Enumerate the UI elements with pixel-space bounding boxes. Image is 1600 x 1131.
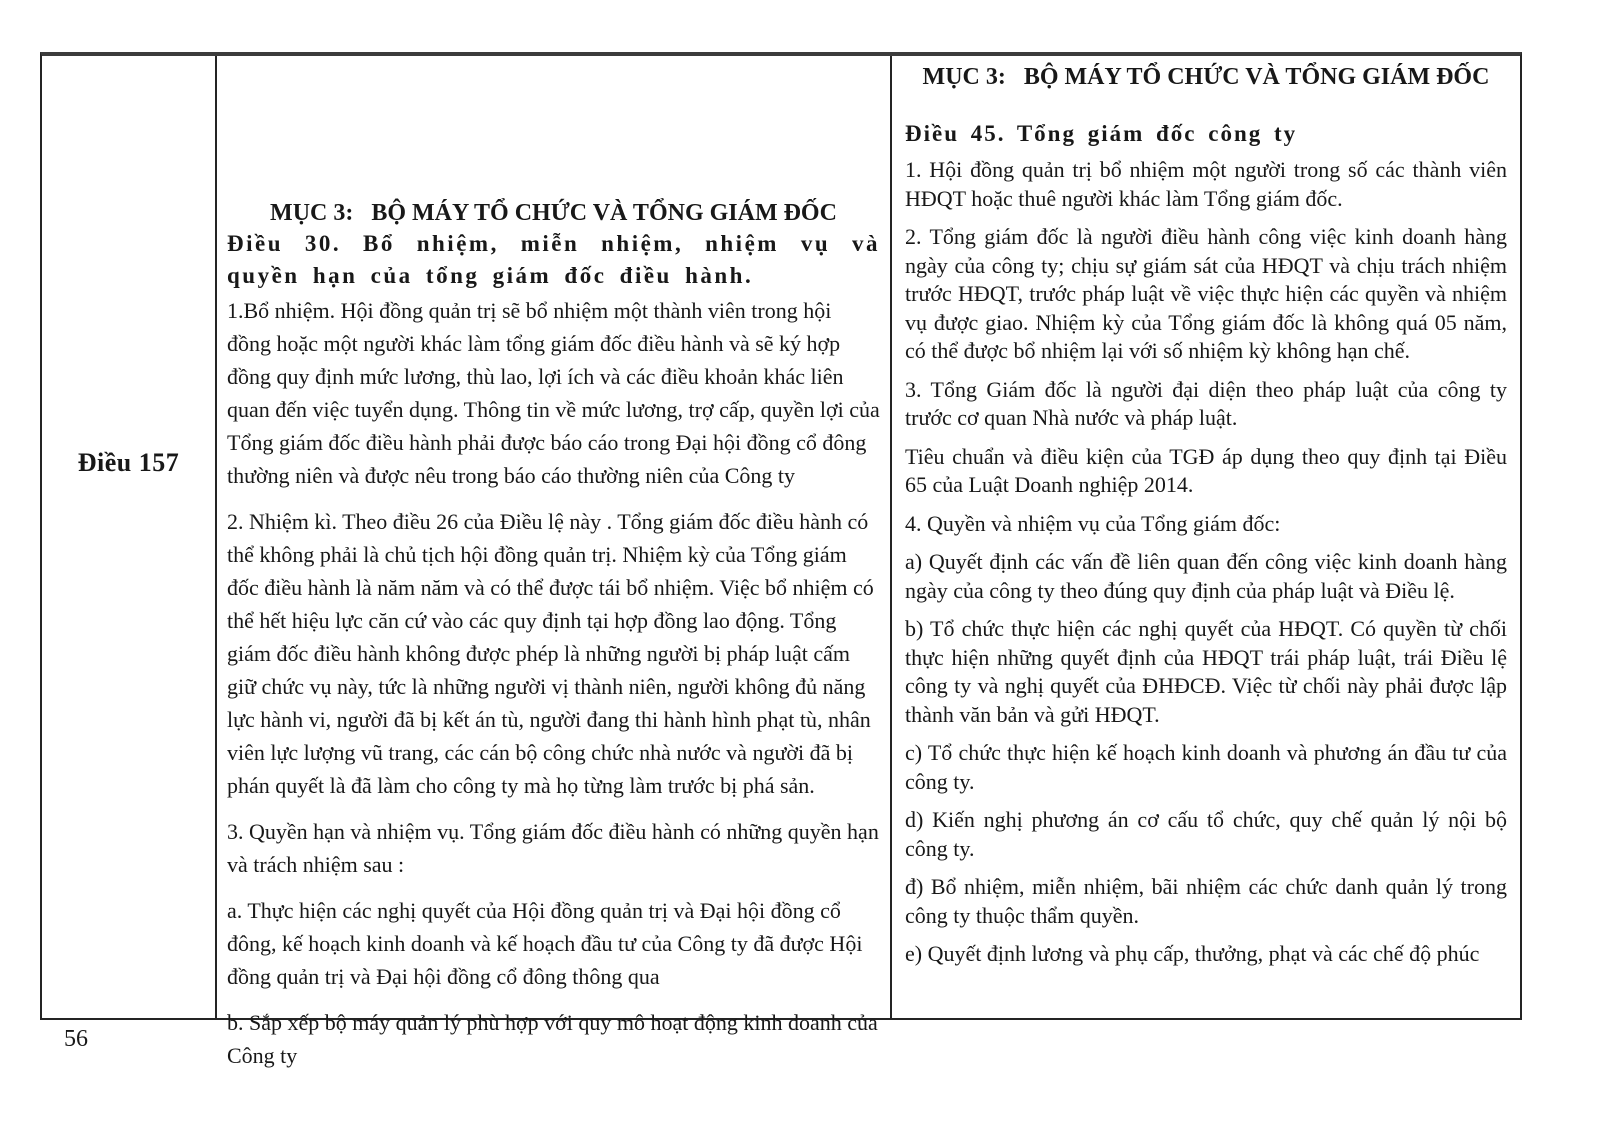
right-paragraph: đ) Bổ nhiệm, miễn nhiệm, bãi nhiệm các chức danh quản lý trong công ty thuộc thẩm quyền. xyxy=(905,874,1507,928)
middle-paragraph: 2. Nhiệm kì. Theo điều 26 của Điều lệ này . Tổng giám đốc điều hành có thể không phải là chủ tịch hội đồng quản trị. Nhiệm kỳ của Tổng giám đốc điều hành là năm năm và có thể được tái bổ nhiệm. Việc bổ nhiệm có thể hết hiệu lực căn cứ vào các quy định tại hợp đồng lao động. Tổng giám đốc điều hành không được phép là những người bị pháp luật cấm giữ chức vụ này, tức là những người vị thành niên, người không đủ năng lực hành vi, người đã bị kết án tù, người đang thi hành hình phạt tù, nhân viên lực lượng vũ trang, các cán bộ công chức nhà nước và người đã bị phán quyết là đã làm cho công ty mà họ từng làm trước bị phá sản. xyxy=(227,509,874,798)
article-reference: Điều 157 xyxy=(77,448,180,477)
middle-paragraph: a. Thực hiện các nghị quyết của Hội đồng quản trị và Đại hội đồng cổ đông, kế hoạch kinh doanh và kế hoạch đầu tư của Công ty đã được Hội đồng quản trị và Đại hội đồng cổ đông thông qua xyxy=(227,898,863,989)
right-paragraph: e) Quyết định lương và phụ cấp, thưởng, phạt và các chế độ phúc xyxy=(905,941,1480,966)
middle-paragraph: 3. Quyền hạn và nhiệm vụ. Tổng giám đốc điều hành có những quyền hạn và trách nhiệm sau : xyxy=(227,819,879,877)
middle-paragraph: b. Sắp xếp bộ máy quản lý phù hợp với quy mô hoạt động kinh doanh của Công ty xyxy=(227,1010,878,1068)
page-number: 56 xyxy=(64,1026,88,1052)
middle-content-cell xyxy=(217,56,892,1068)
section-heading-right: MỤC 3: BỘ MÁY TỔ CHỨC VÀ TỔNG GIÁM ĐỐC xyxy=(922,64,1490,90)
right-paragraph: 2. Tổng giám đốc là người điều hành công việc kinh doanh hàng ngày của công ty; chịu sự giám sát của HĐQT và chịu trách nhiệm trước HĐQT, trước pháp luật về việc thực hiện các quyền và nhiệm vụ được giao. Nhiệm kỳ của Tổng giám đốc là không quá 05 năm, có thể được bổ nhiệm lại với số nhiệm kỳ không hạn chế. xyxy=(905,224,1507,363)
right-paragraph: 4. Quyền và nhiệm vụ của Tổng giám đốc: xyxy=(905,510,1281,536)
right-paragraph: 1. Hội đồng quản trị bổ nhiệm một người trong số các thành viên HĐQT hoặc thuê người khác làm Tổng giám đốc. xyxy=(905,157,1507,211)
right-paragraph: d) Kiến nghị phương án cơ cấu tổ chức, quy chế quản lý nội bộ công ty. xyxy=(905,807,1507,861)
right-paragraph: c) Tổ chức thực hiện kế hoạch kinh doanh và phương án đầu tư của công ty. xyxy=(905,740,1507,794)
right-content-cell xyxy=(892,56,1520,1018)
left-article-cell xyxy=(42,56,217,1018)
right-paragraph: b) Tổ chức thực hiện các nghị quyết của HĐQT. Có quyền từ chối thực hiện những quyết định của HĐQT trái pháp luật, trái Điều lệ công ty và nghị quyết của ĐHĐCĐ. Việc từ chối này phải được lập thành văn bản và gửi HĐQT. xyxy=(905,616,1507,727)
right-paragraph: Tiêu chuẩn và điều kiện của TGĐ áp dụng theo quy định tại Điều 65 của Luật Doanh nghiệp 2014. xyxy=(905,443,1507,497)
right-paragraph: a) Quyết định các vấn đề liên quan đến công việc kinh doanh hàng ngày của công ty theo đúng quy định của pháp luật và Điều lệ. xyxy=(905,549,1507,603)
middle-paragraph: 1.Bổ nhiệm. Hội đồng quản trị sẽ bổ nhiệm một thành viên trong hội đồng hoặc một người khác làm tổng giám đốc điều hành và sẽ ký hợp đồng quy định mức lương, thù lao, lợi ích và các điều khoản khác liên quan đến việc tuyển dụng. Thông tin về mức lương, trợ cấp, quyền lợi của Tổng giám đốc điều hành phải được báo cáo trong Đại hội đồng cổ đông thường niên và được nêu trong báo cáo thường niên của Công ty xyxy=(227,298,880,488)
section-heading-middle: MỤC 3: BỘ MÁY TỔ CHỨC VÀ TỔNG GIÁM ĐỐC xyxy=(270,200,837,226)
article-heading-right: Điều 45. Tổng giám đốc công ty xyxy=(905,121,1298,146)
right-paragraph: 3. Tổng Giám đốc là người đại diện theo pháp luật của công ty trước cơ quan Nhà nước và pháp luật. xyxy=(905,376,1507,430)
article-heading-middle: Điều 30. Bổ nhiệm, miễn nhiệm, nhiệm vụ và quyền hạn của tổng giám đốc điều hành. xyxy=(227,231,880,288)
